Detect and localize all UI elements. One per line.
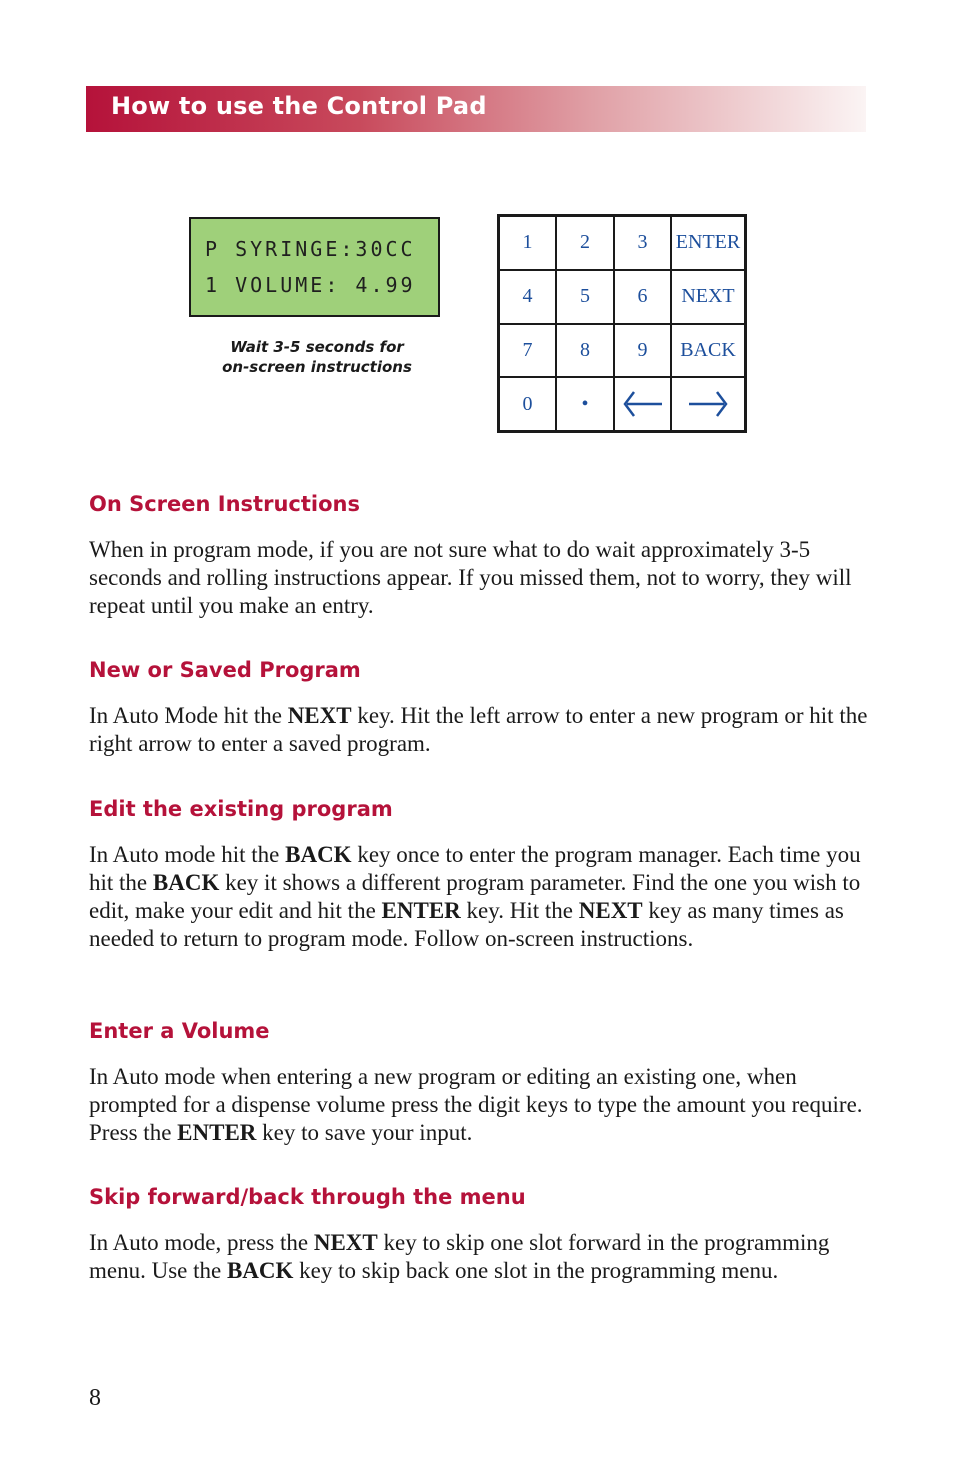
key-name-emphasis: NEXT [578,898,643,923]
key-3[interactable]: 3 [615,217,670,269]
body-text-run: key. Hit the left arrow to enter a new program or hit the right arrow to enter a saved program. [89,703,868,756]
section-body [89,702,869,758]
section-body [89,536,869,620]
control-keypad [497,214,747,433]
body-text-run: key it shows a different program parameter. Find the one you wish to edit, make your edit and hit the [89,870,861,923]
key-9[interactable]: 9 [615,325,670,377]
page-number: 8 [89,1385,101,1411]
key-0[interactable]: 0 [500,378,555,430]
key-1[interactable]: 1 [500,217,555,269]
key-left-arrow[interactable] [615,378,670,430]
section-heading: New or Saved Program [89,658,361,682]
section-heading: Enter a Volume [89,1019,270,1043]
lcd-line-2: 1 VOLUME: 4.99 [205,273,416,297]
lcd-line-1: P SYRINGE:30CC [205,237,416,261]
section-body [89,1229,869,1285]
body-text-run: key to skip back one slot in the programming menu. [293,1258,779,1283]
body-text-run: In Auto mode when entering a new program or editing an existing one, when prompted for a dispense volume press the digit keys to type the amount you require. Press the [89,1064,863,1145]
body-text-run: When in program mode, if you are not sure what to do wait approximately 3-5 seconds and rolling instructions appear. If you missed them, not to worry, they will repeat until you make an entry. [89,537,852,618]
section-skip-forward-back [89,1185,869,1285]
section-edit-existing-program [89,797,869,953]
key-6[interactable]: 6 [615,271,670,323]
body-text-run: In Auto mode hit the [89,842,286,867]
key-name-emphasis: BACK [152,870,220,895]
key-5[interactable]: 5 [557,271,613,323]
body-text-run: key as many times as needed to return to program mode. Follow on-screen instructions. [89,898,844,951]
key-2[interactable]: 2 [557,217,613,269]
lcd-display [189,217,440,317]
body-text-run: key to save your input. [256,1120,473,1145]
section-enter-a-volume [89,1019,869,1147]
key-7[interactable]: 7 [500,325,555,377]
key-back[interactable]: BACK [672,325,744,377]
right-arrow-icon [687,388,729,420]
key-enter[interactable]: ENTER [672,217,744,269]
key-decimal[interactable]: • [557,378,613,430]
left-arrow-icon [622,388,664,420]
body-text-run: key to skip one slot forward in the programming menu. Use the [89,1230,830,1283]
body-text-run: key. Hit the [460,898,579,923]
body-text-run: In Auto mode, press the [89,1230,314,1255]
key-4[interactable]: 4 [500,271,555,323]
key-8[interactable]: 8 [557,325,613,377]
key-name-emphasis: NEXT [313,1230,378,1255]
body-text-run: In Auto Mode hit the [89,703,288,728]
section-heading: Skip forward/back through the menu [89,1185,526,1209]
key-name-emphasis: ENTER [381,898,461,923]
key-name-emphasis: BACK [226,1258,294,1283]
caption-line-2: on-screen instructions [222,358,412,376]
section-body [89,841,869,953]
key-name-emphasis: BACK [285,842,352,867]
lcd-caption [197,337,437,377]
section-heading: On Screen Instructions [89,492,360,516]
section-new-or-saved-program [89,658,869,758]
caption-line-1: Wait 3-5 seconds for [230,338,404,356]
key-name-emphasis: NEXT [287,703,352,728]
key-name-emphasis: ENTER [177,1120,257,1145]
page-title: How to use the Control Pad [111,92,487,120]
key-next[interactable]: NEXT [672,271,744,323]
body-text-run: key once to enter the program manager. Each time you hit the [89,842,861,895]
header-banner [86,86,866,132]
section-body [89,1063,869,1147]
section-on-screen-instructions [89,492,869,620]
section-heading: Edit the existing program [89,797,393,821]
key-right-arrow[interactable] [672,378,744,430]
